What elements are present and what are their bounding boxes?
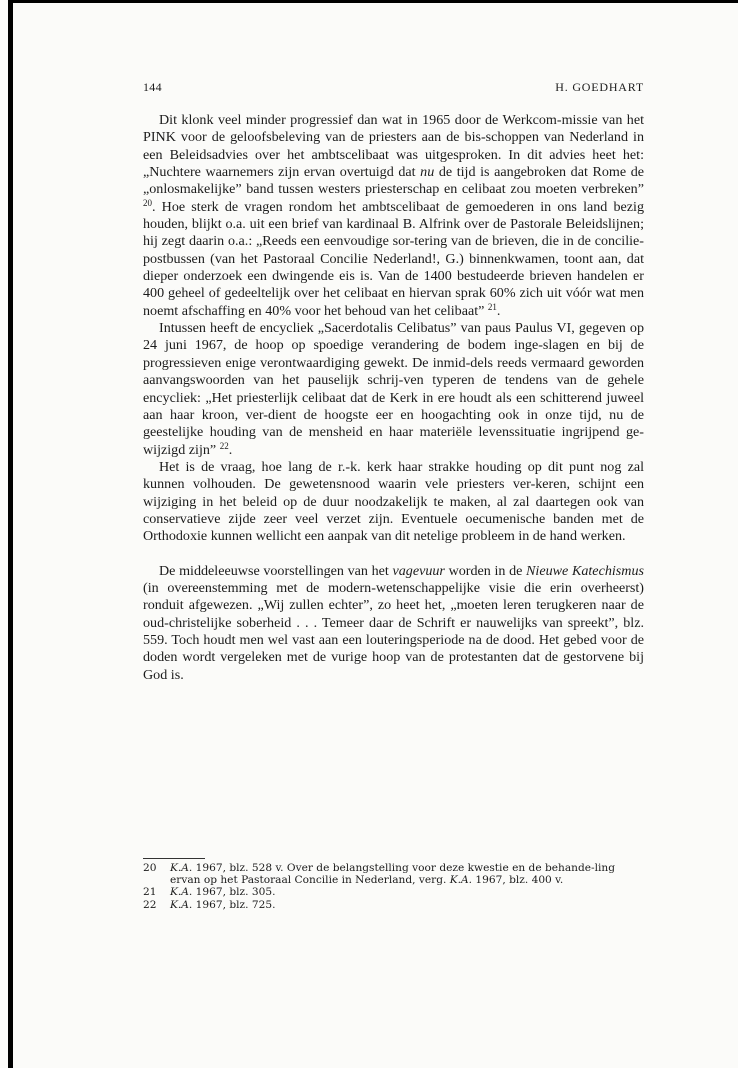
text-run: Intussen heeft de encycliek „Sacerdotalis Celibatus” van paus Paulus VI, gegeven op 24 juni 1967, de hoop op spoedige verandering de bodem inge-slagen en bij de progressieven enige verontwaardiging gewekt. De inmid-dels reeds vermaard geworden aanvangswoorden van het pauselijk schrij-ven typeren de tendens van de gehele encycliek: „Het priesterlijk celibaat dat de Kerk in ere houdt als een schitterend juweel aan haar kroon, ver-dient de hoogste eer en hoogachting ook in onze tijd, nu de geestelijke houding van de mensheid en haar materiële levenssituatie ingrijpend ge-wijzigd zijn”: [143, 320, 644, 458]
text-run: Het is de vraag, hoe lang de r.-k. kerk haar strakke houding op dit punt nog zal kunnen volhouden. De gewetensnood waarin vele priesters ver-keren, schijnt een wijziging in het beleid op de duur noodzakelijk te maken, al zal daartegen ook van conservatieve zijde zeer veel verzet zijn. Eventuele oecumenische banden met de Orthodoxie kunnen wellicht een aanpak van dit netelige probleem in de hand werken.: [143, 458, 644, 545]
footnote-20: [143, 862, 644, 886]
scan-border-left: [8, 0, 13, 1068]
footnote-number: 22: [143, 898, 157, 911]
footnote-text: [170, 886, 275, 898]
footnote-21: [143, 886, 644, 898]
footnote-text: [170, 862, 615, 886]
paragraph-2: [143, 320, 644, 459]
italic-text: K.A.: [449, 874, 473, 887]
page-number: 144: [143, 80, 162, 94]
text-run: .: [228, 441, 233, 458]
footnote-text: [170, 899, 275, 911]
paragraph-4: [143, 563, 644, 684]
footnote-rule: [143, 858, 205, 859]
text-run: . Hoe sterk de vragen rondom het ambtscelibaat de gemoederen in ons land bezig houden, blijkt o.a. uit een brief van kardinaal B. Alfrink over de Pastorale Beleidslijnen; hij zegt daarin o.a.: „Reeds een eenvoudige sor-tering van de brieven, die in de concilie-postbussen (van het Pastoraal Concilie Nederland!, G.) binnenkwamen, toont aan, dat dieper onderzoek een dwingende eis is. Van de 1400 bestudeerde brieven handelen er 400 geheel of gedeeltelijk over het celibaat en hiervan sprak 60% zich uit vóór wat men noemt afschaffing en 40% voor het behoud van het celibaat”: [143, 198, 644, 319]
text-run: 1967, blz. 305.: [192, 886, 276, 899]
text-run: 1967, blz. 400 v.: [472, 874, 564, 887]
body-text: [143, 112, 644, 684]
text-run: De middeleeuwse voorstellingen van het: [159, 562, 393, 579]
footnotes: [143, 862, 644, 911]
text-run: .: [496, 302, 501, 319]
footnote-number: 21: [143, 886, 157, 899]
italic-text: Nieuwe Katechismus: [526, 562, 644, 579]
footnote-reference: 22: [219, 440, 229, 451]
text-run: de tijd is aangebroken dat Rome de „onlosmakelijke” band tussen westers priesterschap en celibaat zou moeten verbreken”: [143, 164, 645, 198]
scan-border-top: [8, 0, 738, 3]
footnote-reference: 21: [487, 301, 497, 312]
running-title: H. GOEDHART: [555, 80, 644, 94]
footnote-number: 20: [143, 862, 157, 874]
paragraph-3: [143, 459, 644, 546]
text-run: 1967, blz. 528 v. Over de belangstelling voor deze kwestie en de behande-ling ervan op het Pastoraal Concilie in Nederland, verg.: [170, 862, 615, 887]
text-run: (in overeenstemming met de modern-wetenschappelijke visie die erin overheerst) ronduit afgewezen. „Wij zullen echter”, zo heet het, „moeten leren terugkeren naar de oud-christelijke soberheid . . . Temeer daar de Schrift er nauwelijks van spreekt”, blz. 559. Toch houdt men wel vast aan een louteringsperiode na de dood. Het gebed voor de doden wordt vergeleken met de vurige hoop van de protestanten dat de gestorvene bij God is.: [143, 579, 644, 683]
italic-text: K.A.: [170, 886, 193, 899]
text-run: 1967, blz. 725.: [192, 898, 276, 911]
paragraph-1: [143, 112, 644, 320]
italic-text: nu: [420, 164, 435, 181]
text-run: worden in de: [444, 562, 527, 579]
text-run: Dit klonk veel minder progressief dan wat in 1965 door de Werkcom-missie van het PINK voor de geloofsbeleving van de priesters aan de bis-schoppen van Nederland in een Beleidsadvies over het ambtscelibaat was uitgesproken. In dit advies heet het: „Nuchtere waarnemers zijn ervan overtuigd dat: [143, 112, 644, 181]
italic-text: vagevuur: [392, 562, 445, 579]
footnote-reference: 20: [143, 197, 152, 208]
footnote-22: [143, 899, 644, 911]
italic-text: K.A.: [170, 862, 193, 874]
italic-text: K.A.: [170, 898, 193, 911]
